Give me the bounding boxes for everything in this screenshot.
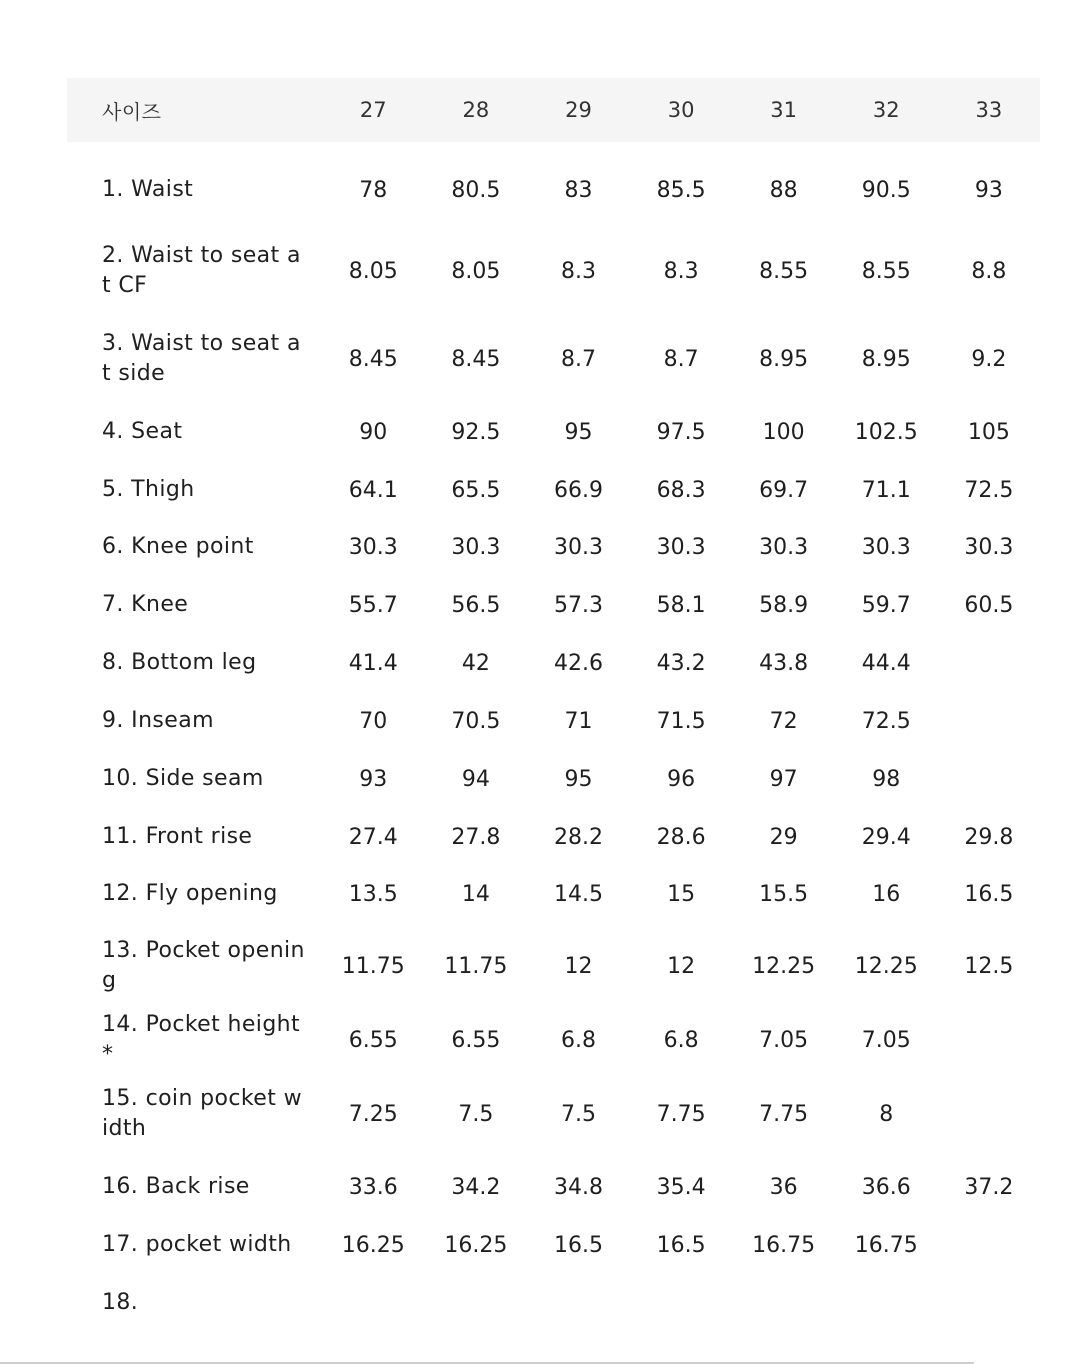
measurement-value: 8.95	[759, 346, 809, 372]
measurement-value: 12.25	[854, 953, 918, 979]
measurement-label: 3. Waist to seat at side	[102, 331, 301, 386]
measurement-value: 33.6	[348, 1174, 398, 1200]
measurement-value: 30.3	[656, 534, 706, 560]
measurement-value: 97.5	[656, 419, 706, 445]
measurement-value: 14.5	[553, 881, 603, 907]
measurement-value: 6.8	[663, 1027, 699, 1053]
measurement-value: 70	[359, 708, 388, 734]
measurement-value: 70.5	[451, 708, 501, 734]
measurement-value: 29.4	[861, 824, 911, 850]
measurement-value: 95	[564, 419, 593, 445]
measurement-value: 56.5	[451, 592, 501, 618]
size-header-cell: 31	[770, 98, 798, 122]
measurement-value: 85.5	[656, 177, 706, 203]
size-header-cell: 28	[462, 98, 490, 122]
measurement-value: 7.5	[458, 1101, 494, 1127]
measurement-value: 42.6	[553, 650, 603, 676]
measurement-value	[938, 1274, 1041, 1332]
measurement-value: 97	[769, 766, 798, 792]
measurement-value: 90	[359, 419, 388, 445]
measurement-value: 80.5	[451, 177, 501, 203]
measurement-value: 55.7	[348, 592, 398, 618]
measurement-value: 27.8	[451, 824, 501, 850]
measurement-value: 16.25	[444, 1232, 508, 1258]
measurement-value	[938, 692, 1041, 750]
measurement-value: 30.3	[861, 534, 911, 560]
measurement-row	[67, 402, 1040, 462]
size-header-label: 사이즈	[102, 99, 162, 124]
measurement-value: 58.9	[759, 592, 809, 618]
measurement-value: 15	[667, 881, 696, 907]
measurement-row	[67, 226, 1040, 316]
measurement-value	[938, 750, 1041, 808]
size-header-cell: 30	[667, 98, 695, 122]
measurement-value	[938, 1010, 1041, 1070]
measurement-value: 8.3	[663, 258, 699, 284]
measurement-value: 28.6	[656, 824, 706, 850]
measurement-label: 17. pocket width	[102, 1232, 292, 1257]
measurement-row	[67, 142, 1040, 226]
measurement-label: 10. Side seam	[102, 766, 264, 791]
measurement-value: 72	[769, 708, 798, 734]
measurement-value: 30.3	[759, 534, 809, 560]
measurement-value: 34.2	[451, 1174, 501, 1200]
measurement-row	[67, 576, 1040, 634]
measurement-value: 9.2	[971, 346, 1007, 372]
measurement-value: 35.4	[656, 1174, 706, 1200]
measurement-row	[67, 1070, 1040, 1158]
measurement-value: 71.1	[861, 477, 911, 503]
measurement-value: 95	[564, 766, 593, 792]
measurement-value	[425, 1274, 528, 1332]
measurement-value: 88	[769, 177, 798, 203]
measurement-value: 36.6	[861, 1174, 911, 1200]
measurement-value	[732, 1274, 835, 1332]
size-header-cell: 27	[359, 98, 387, 122]
measurement-row	[67, 1158, 1040, 1216]
measurement-value: 29.8	[964, 824, 1014, 850]
measurement-value: 30.3	[553, 534, 603, 560]
measurement-label: 8. Bottom leg	[102, 650, 257, 675]
measurement-value: 8.55	[861, 258, 911, 284]
measurement-value: 72.5	[964, 477, 1014, 503]
measurement-value	[938, 634, 1041, 692]
measurement-value: 6.55	[451, 1027, 501, 1053]
measurement-label: 11. Front rise	[102, 824, 253, 849]
measurement-row	[67, 808, 1040, 866]
measurement-value	[938, 1070, 1041, 1158]
size-table-scroll-area[interactable]	[67, 78, 1067, 1315]
size-header-cell: 32	[872, 98, 900, 122]
measurement-value: 16.5	[656, 1232, 706, 1258]
measurement-value: 16.75	[752, 1232, 816, 1258]
measurement-value: 64.1	[348, 477, 398, 503]
measurement-row	[67, 1010, 1040, 1070]
measurement-label: 5. Thigh	[102, 477, 195, 502]
size-table	[67, 78, 1040, 1332]
measurement-value: 93	[359, 766, 388, 792]
measurement-value: 34.8	[553, 1174, 603, 1200]
measurement-row	[67, 518, 1040, 576]
measurement-value: 12.5	[964, 953, 1014, 979]
measurement-value: 71	[564, 708, 593, 734]
measurement-value: 14	[461, 881, 490, 907]
size-header-row	[67, 78, 1040, 142]
measurement-value: 27.4	[348, 824, 398, 850]
measurement-value: 65.5	[451, 477, 501, 503]
measurement-value: 8.05	[348, 258, 398, 284]
measurement-value: 7.05	[861, 1027, 911, 1053]
measurement-value: 98	[872, 766, 901, 792]
measurement-value: 30.3	[451, 534, 501, 560]
measurement-value	[527, 1274, 630, 1332]
measurement-label: 18.	[102, 1290, 139, 1315]
measurement-label: 9. Inseam	[102, 708, 214, 733]
measurement-value: 11.75	[341, 953, 405, 979]
measurement-value	[835, 1274, 938, 1332]
measurement-label: 2. Waist to seat at CF	[102, 243, 301, 298]
measurement-value: 29	[769, 824, 798, 850]
measurement-label: 6. Knee point	[102, 534, 254, 559]
measurement-label: 15. coin pocket width	[102, 1086, 303, 1141]
measurement-value: 16.5	[553, 1232, 603, 1258]
measurement-row	[67, 692, 1040, 750]
measurement-value: 60.5	[964, 592, 1014, 618]
measurement-value: 16.25	[341, 1232, 405, 1258]
measurement-value: 90.5	[861, 177, 911, 203]
measurement-value: 30.3	[348, 534, 398, 560]
measurement-row	[67, 1274, 1040, 1332]
measurement-value: 8.45	[451, 346, 501, 372]
measurement-value: 8.95	[861, 346, 911, 372]
measurement-value: 93	[974, 177, 1003, 203]
measurement-value: 8.7	[663, 346, 699, 372]
measurement-value	[322, 1274, 425, 1332]
measurement-value: 16.75	[854, 1232, 918, 1258]
measurement-row	[67, 634, 1040, 692]
measurement-value: 8.55	[759, 258, 809, 284]
measurement-value: 12	[667, 953, 696, 979]
measurement-value: 94	[461, 766, 490, 792]
measurement-label: 4. Seat	[102, 419, 183, 444]
measurement-value	[630, 1274, 733, 1332]
measurement-value: 78	[359, 177, 388, 203]
measurement-value: 43.2	[656, 650, 706, 676]
size-header-cell: 29	[565, 98, 592, 122]
measurement-value: 6.55	[348, 1027, 398, 1053]
measurement-value: 16	[872, 881, 901, 907]
measurement-value: 96	[667, 766, 696, 792]
measurement-value: 58.1	[656, 592, 706, 618]
measurement-value: 7.25	[348, 1101, 398, 1127]
measurement-value: 44.4	[861, 650, 911, 676]
measurement-row	[67, 462, 1040, 518]
measurement-value: 37.2	[964, 1174, 1014, 1200]
measurement-value: 8.45	[348, 346, 398, 372]
measurement-value: 13.5	[348, 881, 398, 907]
measurement-value: 43.8	[759, 650, 809, 676]
measurement-value: 92.5	[451, 419, 501, 445]
measurement-label: 13. Pocket opening	[102, 938, 305, 993]
measurement-value: 8	[879, 1101, 894, 1127]
measurement-value: 16.5	[964, 881, 1014, 907]
measurement-value: 66.9	[553, 477, 603, 503]
measurement-value: 72.5	[861, 708, 911, 734]
measurement-label: 7. Knee	[102, 592, 189, 617]
measurement-value: 69.7	[759, 477, 809, 503]
measurement-label: 12. Fly opening	[102, 881, 278, 906]
measurement-value: 83	[564, 177, 593, 203]
measurement-label: 16. Back rise	[102, 1174, 250, 1199]
size-header-cell: 33	[975, 98, 1003, 122]
measurement-value: 11.75	[444, 953, 508, 979]
measurement-value: 105	[967, 419, 1010, 445]
measurement-value: 8.05	[451, 258, 501, 284]
measurement-label: 14. Pocket height *	[102, 1012, 301, 1067]
measurement-value: 57.3	[553, 592, 603, 618]
measurement-value: 68.3	[656, 477, 706, 503]
measurement-value: 7.5	[560, 1101, 596, 1127]
measurement-value: 36	[769, 1174, 798, 1200]
measurement-value: 7.75	[656, 1101, 706, 1127]
measurement-value: 8.7	[560, 346, 596, 372]
measurement-label: 1. Waist	[102, 177, 194, 202]
measurement-value: 8.8	[971, 258, 1007, 284]
measurement-value: 28.2	[553, 824, 603, 850]
measurement-row	[67, 866, 1040, 922]
measurement-row	[67, 750, 1040, 808]
measurement-value: 71.5	[656, 708, 706, 734]
measurement-row	[67, 316, 1040, 402]
measurement-value: 15.5	[759, 881, 809, 907]
measurement-value: 7.75	[759, 1101, 809, 1127]
measurement-value: 100	[762, 419, 805, 445]
measurement-value: 12	[564, 953, 593, 979]
measurement-value: 102.5	[854, 419, 918, 445]
measurement-value: 41.4	[348, 650, 398, 676]
bottom-fade-overlay	[0, 1258, 974, 1280]
measurement-value: 8.3	[560, 258, 596, 284]
measurement-value: 7.05	[759, 1027, 809, 1053]
measurement-value: 42	[461, 650, 490, 676]
measurement-value: 59.7	[861, 592, 911, 618]
measurement-value: 12.25	[752, 953, 816, 979]
measurement-value: 6.8	[560, 1027, 596, 1053]
measurement-value: 30.3	[964, 534, 1014, 560]
measurement-row	[67, 922, 1040, 1010]
